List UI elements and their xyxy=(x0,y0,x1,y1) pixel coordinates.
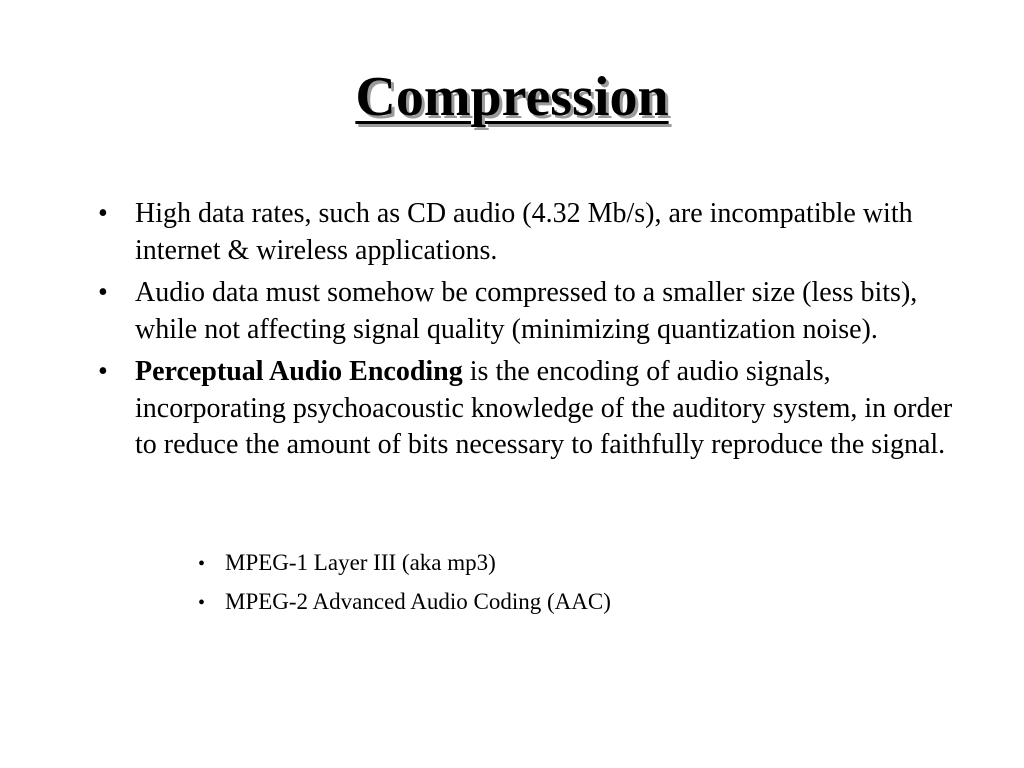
bullet-item xyxy=(98,196,958,269)
bullet-item xyxy=(98,354,958,464)
slide-title: Compression xyxy=(355,66,669,128)
subbullet-marker: • xyxy=(198,592,206,614)
bullet-marker: • xyxy=(98,198,108,229)
subbullet-item xyxy=(198,587,958,617)
bullet-text: is the encoding of audio signals, incorporating psychoacoustic knowledge of the auditory system, in order to reduce the amount of bits necessary to faithfully reproduce the signal. xyxy=(135,356,953,460)
subbullet-text: MPEG-1 Layer III (aka mp3) xyxy=(225,550,496,575)
bullet-text: High data rates, such as CD audio (4.32 Mb/s), are incompatible with internet & wireless applications. xyxy=(135,198,913,266)
bullet-bold-term: Perceptual Audio Encoding xyxy=(135,356,463,387)
subbullet-item xyxy=(198,548,958,578)
bullet-marker: • xyxy=(98,277,108,308)
subbullet-list xyxy=(198,548,958,626)
subbullet-marker: • xyxy=(198,553,206,575)
bullet-marker: • xyxy=(98,356,108,387)
bullet-list xyxy=(98,196,958,470)
bullet-item xyxy=(98,275,958,348)
subbullet-text: MPEG-2 Advanced Audio Coding (AAC) xyxy=(225,589,611,614)
bullet-text: Audio data must somehow be compressed to a smaller size (less bits), while not affecting signal quality (minimizing quantization noise). xyxy=(135,277,918,345)
